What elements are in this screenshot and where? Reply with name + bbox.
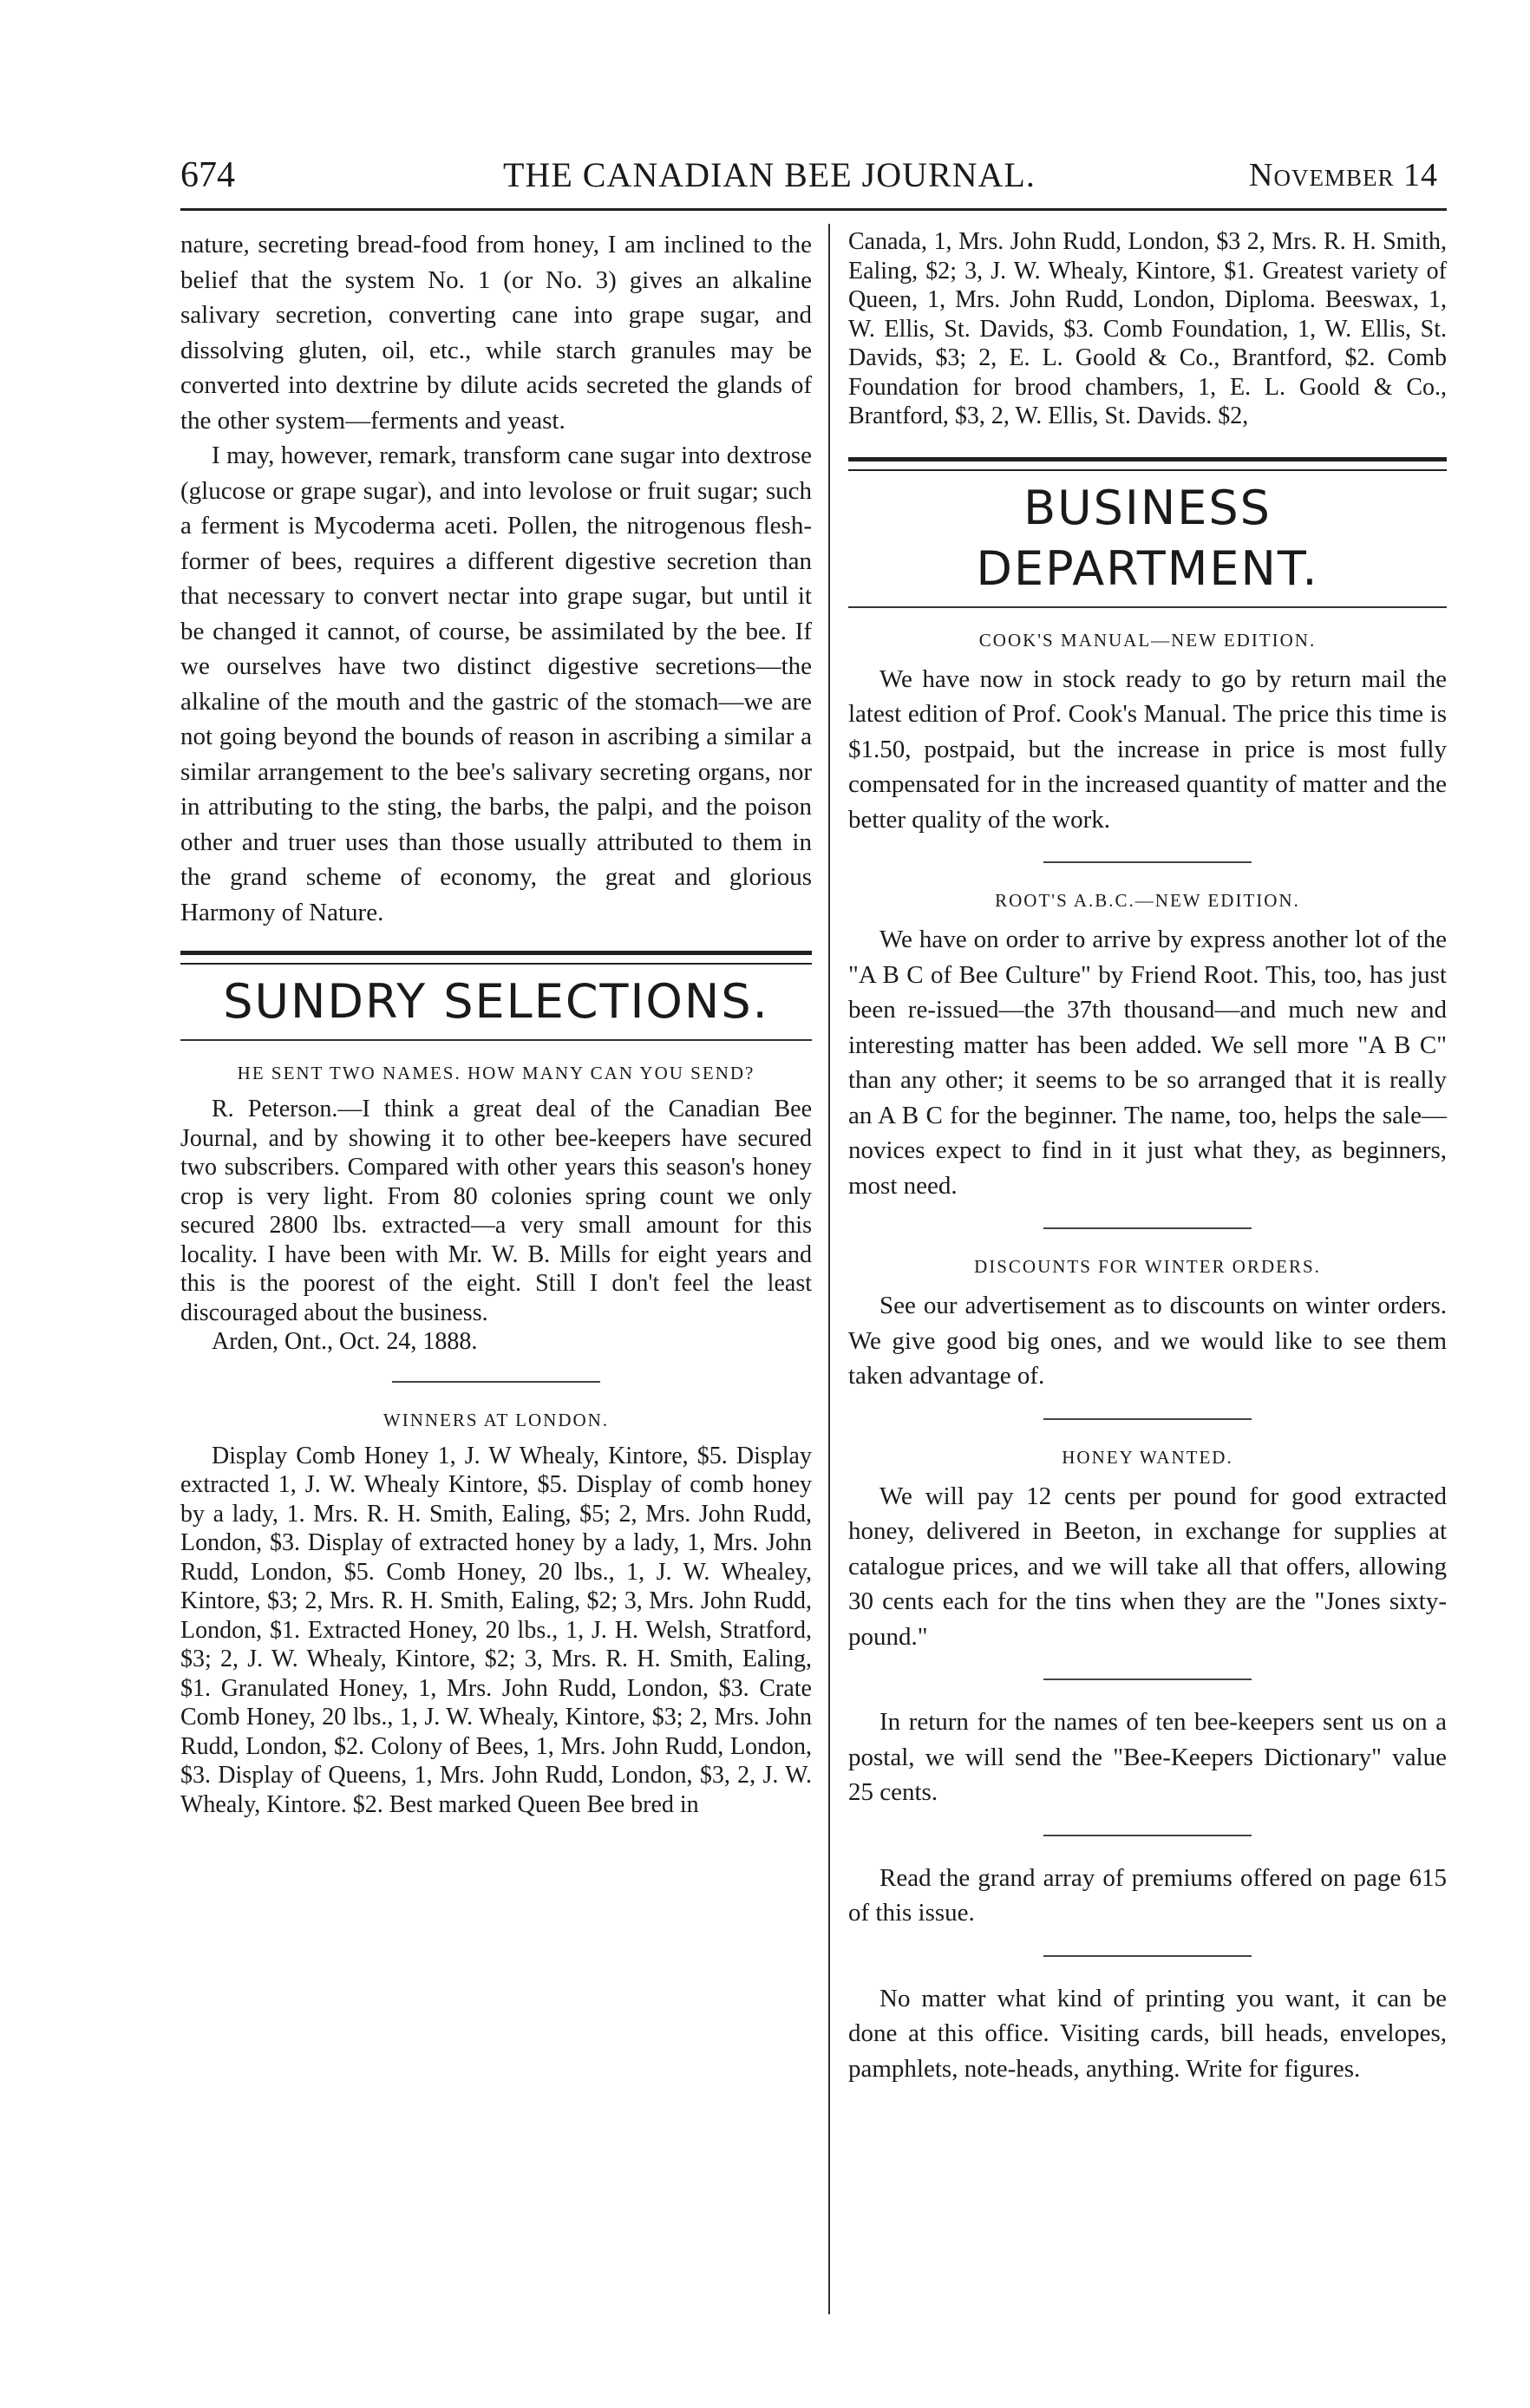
continued-paragraph: Canada, 1, Mrs. John Rudd, London, $3 2, Mrs. R. H. Smith, Ealing, $2; 3, J. W. Whealy, Kintore, $1. Greatest variety of Queen, 1, Mrs. John Rudd, London, Diploma. Beeswax, 1, W. Ellis, St. Davids, $3. Comb Foundation, 1, W. Ellis, St. Davids, $3; 2, E. L. Goold & Co., Brantford, $2. Comb Foundation for brood chambers, 1, E. L. Goold & Co., Brantford, $3, 2, W. Ellis, St. Davids. $2, xyxy=(848,228,1447,429)
section-rule xyxy=(848,606,1447,608)
article-heading: HE SENT TWO NAMES. HOW MANY CAN YOU SEND? xyxy=(237,1063,755,1083)
notice-heading: DISCOUNTS FOR WINTER ORDERS. xyxy=(974,1256,1321,1277)
divider xyxy=(1043,1418,1252,1420)
notice-body: We have on order to arrive by express another lot of the "A B C of Bee Culture" by Friend Root. This, too, has just been re-issued—the 37th thousand—and much new and interesting matter has been added. We sell more "A B C" than any other; it seems to be so arranged that it is really an A B C for the beginner. The name, too, helps the sale—novices expect to find in it just what they, as beginners, most need. xyxy=(848,926,1447,1200)
notice-body: No matter what kind of printing you want, it can be done at this office. Visiting cards, bill heads, envelopes, pamphlets, note-heads, anything. Write for figures. xyxy=(848,1984,1447,2083)
journal-title: THE CANADIAN BEE JOURNAL. xyxy=(503,155,1036,194)
section-heading-business: BUSINESS DEPARTMENT. xyxy=(976,480,1319,596)
notice-heading: COOK'S MANUAL—NEW EDITION. xyxy=(978,629,1317,651)
divider xyxy=(1043,1678,1252,1680)
article-signoff: Arden, Ont., Oct. 24, 1888. xyxy=(212,1328,478,1355)
notice-heading: HONEY WANTED. xyxy=(1062,1446,1233,1468)
divider xyxy=(1043,1955,1252,1957)
left-column xyxy=(180,227,812,1819)
column-divider xyxy=(828,224,830,2314)
section-rule xyxy=(180,1039,812,1041)
notice-body: In return for the names of ten bee-keepers sent us on a postal, we will send the "Bee-Keepers Dictionary" value 25 cents. xyxy=(848,1708,1447,1806)
page-number: 674 xyxy=(180,155,235,195)
header-rule xyxy=(180,208,1447,211)
notice-body: We will pay 12 cents per pound for good extracted honey, delivered in Beeton, in exchange for supplies at catalogue prices, and we will take all that offers, allowing 30 cents each for the tins when they are the "Jones sixty-pound." xyxy=(848,1482,1447,1651)
article-body: Display Comb Honey 1, J. W Whealy, Kintore, $5. Display extracted 1, J. W. Whealy Kintore, $5. Display of comb honey by a lady, 1. Mrs. R. H. Smith, Ealing, $5; 2, Mrs. John Rudd, London, $3. Display of extracted honey by a lady, 1, Mrs. John Rudd, London, $5. Comb Honey, 20 lbs., 1, J. W. Whealey, Kintore, $3; 2, Mrs. R. H. Smith, Ealing, $2; 3, Mrs. John Rudd, London, $1. Extracted Honey, 20 lbs., 1, J. H. Welsh, Stratford, $3; 2, J. W. Whealy, Kintore, $2; 3, Mrs. R. H. Smith, Ealing, $1. Granulated Honey, 1, Mrs. John Rudd, London, $3. Crate Comb Honey, 20 lbs., 1, J. W. Whealy, Kintore, $3; 2, Mrs. John Rudd, London, $2. Colony of Bees, 1, Mrs. John Rudd, London, $3. Display of Queens, 1, Mrs. John Rudd, London, $3, 2, J. W. Whealy, Kintore. $2. Best marked Queen Bee bred in xyxy=(180,1442,812,1818)
right-column xyxy=(848,227,1447,2086)
running-head xyxy=(0,154,1530,206)
continued-paragraph: nature, secreting bread-food from honey, I am inclined to the belief that the system No. 1 (or No. 3) gives an alkaline salivary secretion, converting cane into grape sugar, and dissolving gluten, oil, etc., while starch granules may be converted into dextrine by dilute acids secreted the glands of the other system—ferments and yeast. xyxy=(180,231,812,435)
divider xyxy=(1043,1835,1252,1836)
divider xyxy=(1043,1227,1252,1229)
divider xyxy=(392,1381,600,1383)
section-heading-sundry: SUNDRY SELECTIONS. xyxy=(223,974,769,1029)
divider xyxy=(1043,861,1252,863)
article-body: R. Peterson.—I think a great deal of the Canadian Bee Journal, and by showing it to other bee-keepers have secured two subscribers. Compared with other years this season's honey crop is very light. From 80 colonies spring count we only secured 2800 lbs. extracted—a very small amount for this locality. I have been with Mr. W. B. Mills for eight years and this is the poorest of the eight. Still I don't feel the least discouraged about the business. xyxy=(180,1096,812,1326)
section-rule xyxy=(848,457,1447,471)
body-paragraph: I may, however, remark, transform cane sugar into dextrose (glucose or grape sugar), and into levolose or fruit sugar; such a ferment is Mycoderma aceti. Pollen, the nitrogenous flesh-former of bees, requires a different digestive secretion than that necessary to convert nectar into grape sugar, but until it be changed it cannot, of course, be assimilated by the bee. If we ourselves have two distinct digestive secretions—the alkaline of the mouth and the gastric of the stomach—we are not going beyond the bounds of reason in ascribing a similar a similar arrangement to the bee's salivary secreting organs, nor in attributing to the sting, the barbs, the palpi, and the poison other and truer uses than those usually attributed to them in the grand scheme of economy, the great and glorious Harmony of Nature. xyxy=(180,442,812,926)
issue-date: November 14 xyxy=(1249,157,1438,193)
notice-body: Read the grand array of premiums offered on page 615 of this issue. xyxy=(848,1863,1447,1927)
article-heading: WINNERS AT LONDON. xyxy=(382,1409,610,1430)
notice-body: We have now in stock ready to go by return mail the latest edition of Prof. Cook's Manual. The price this time is $1.50, postpaid, but the increase in price is most fully compensated for in the increased quantity of matter and the better quality of the work. xyxy=(848,664,1447,834)
section-rule xyxy=(180,951,812,965)
notice-body: See our advertisement as to discounts on winter orders. We give good big ones, and we would like to see them taken advantage of. xyxy=(848,1292,1447,1390)
notice-heading: ROOT'S A.B.C.—NEW EDITION. xyxy=(995,890,1300,911)
